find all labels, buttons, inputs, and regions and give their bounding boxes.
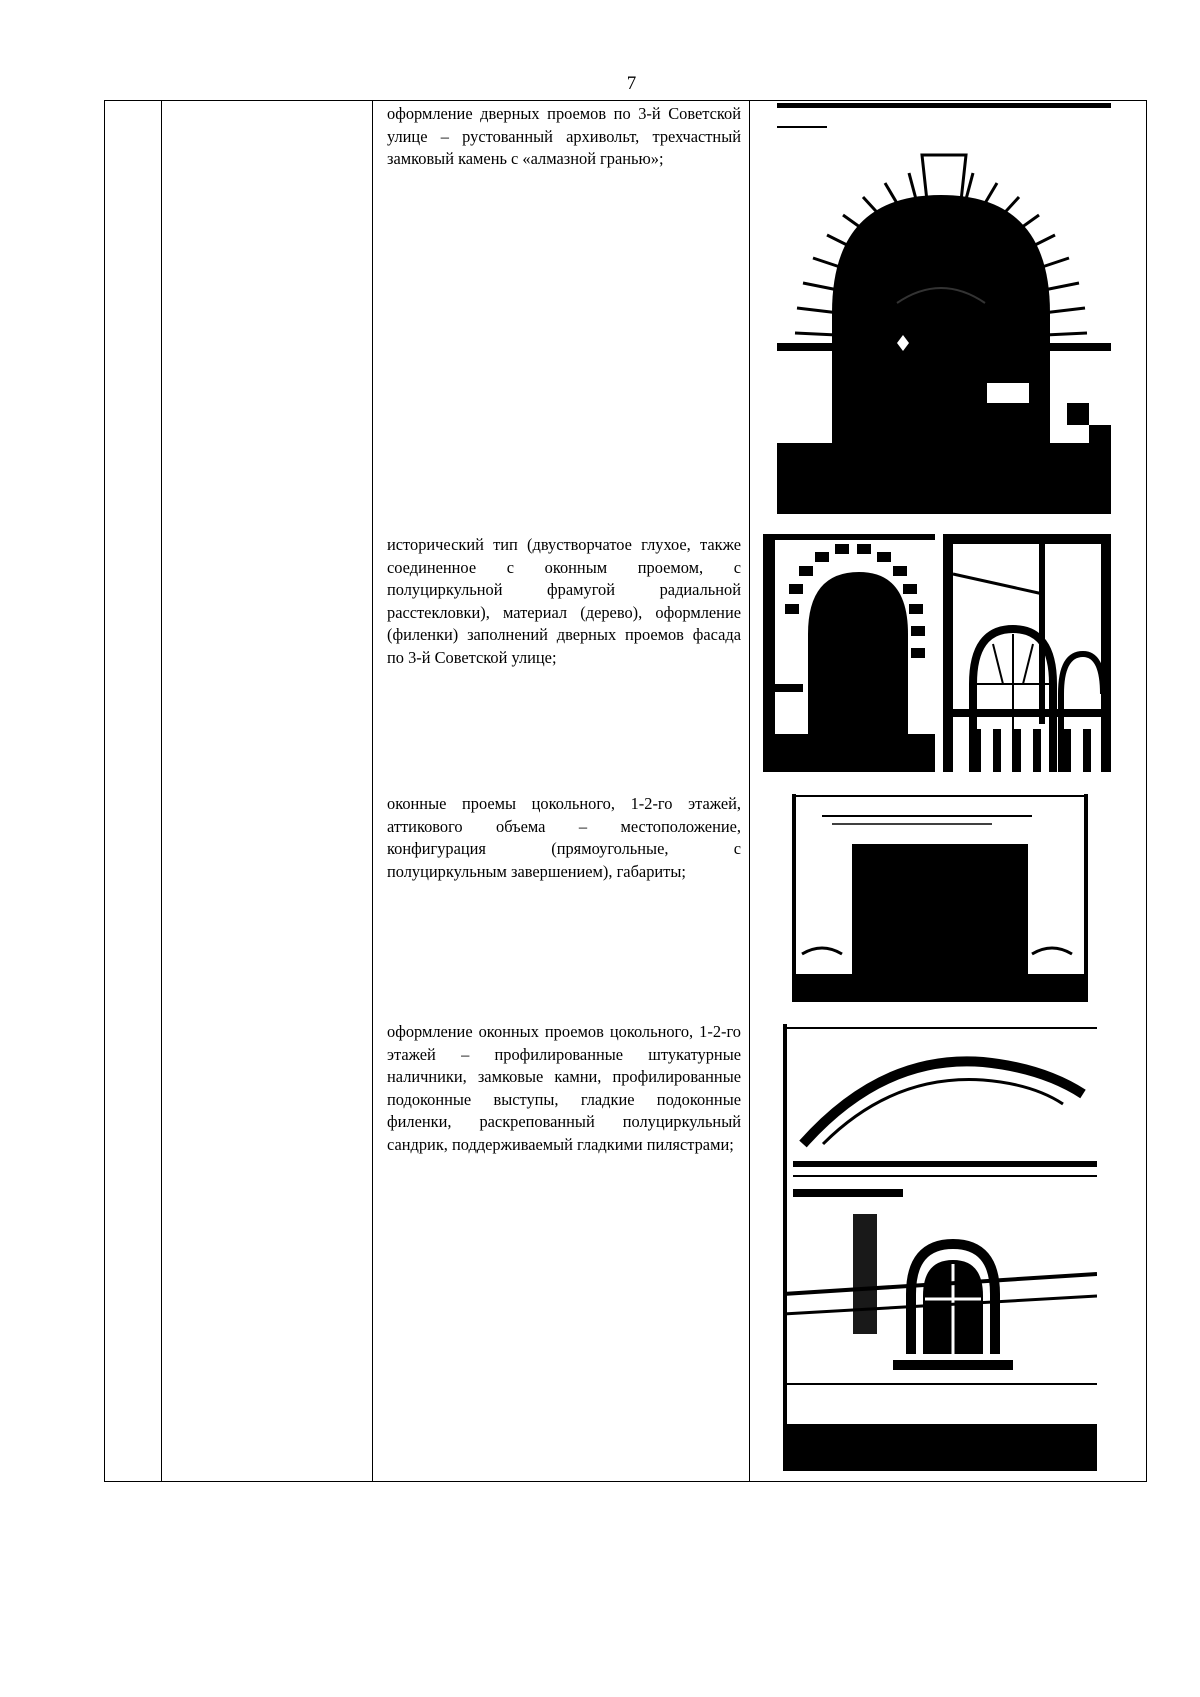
table-row bbox=[105, 101, 1147, 1482]
object-cell bbox=[162, 101, 373, 1482]
entry-window-openings: оконные проемы цокольного, 1-2-го этажей, аттикового объема – местоположение, конфигурация (прямоугольные, с полуциркульным завершением), габариты; bbox=[387, 794, 741, 881]
photo-facade-windows bbox=[943, 534, 1111, 772]
photo-window-opening bbox=[792, 794, 1088, 1002]
photo-door-transom bbox=[763, 534, 935, 772]
description-cell bbox=[373, 101, 750, 1482]
page-number: 7 bbox=[626, 73, 637, 94]
photo-arched-window bbox=[783, 1024, 1097, 1471]
photo-cell bbox=[750, 101, 1147, 1482]
photo-arched-door bbox=[777, 103, 1111, 514]
number-cell bbox=[105, 101, 162, 1482]
entry-door-decoration: оформление дверных проемов по 3-й Советской улице – рустованный архивольт, трехчастный замковый камень с «алмазной гранью»; bbox=[387, 104, 741, 169]
heritage-table bbox=[104, 100, 1147, 1482]
entry-door-type: исторический тип (двустворчатое глухое, также соединенное с оконным проемом, с полуциркульной фрамугой радиальной расстекловки), материал (дерево), оформление (филенки) заполнений дверных проемов фасада по 3-й Советской улице; bbox=[387, 535, 741, 667]
entry-window-decoration: оформление оконных проемов цокольного, 1-2-го этажей – профилированные штукатурные наличники, замковые камни, профилированные подоконные выступы, гладкие подоконные филенки, раскрепованный полуциркульный сандрик, поддерживаемый гладкими пилястрами; bbox=[387, 1022, 741, 1154]
